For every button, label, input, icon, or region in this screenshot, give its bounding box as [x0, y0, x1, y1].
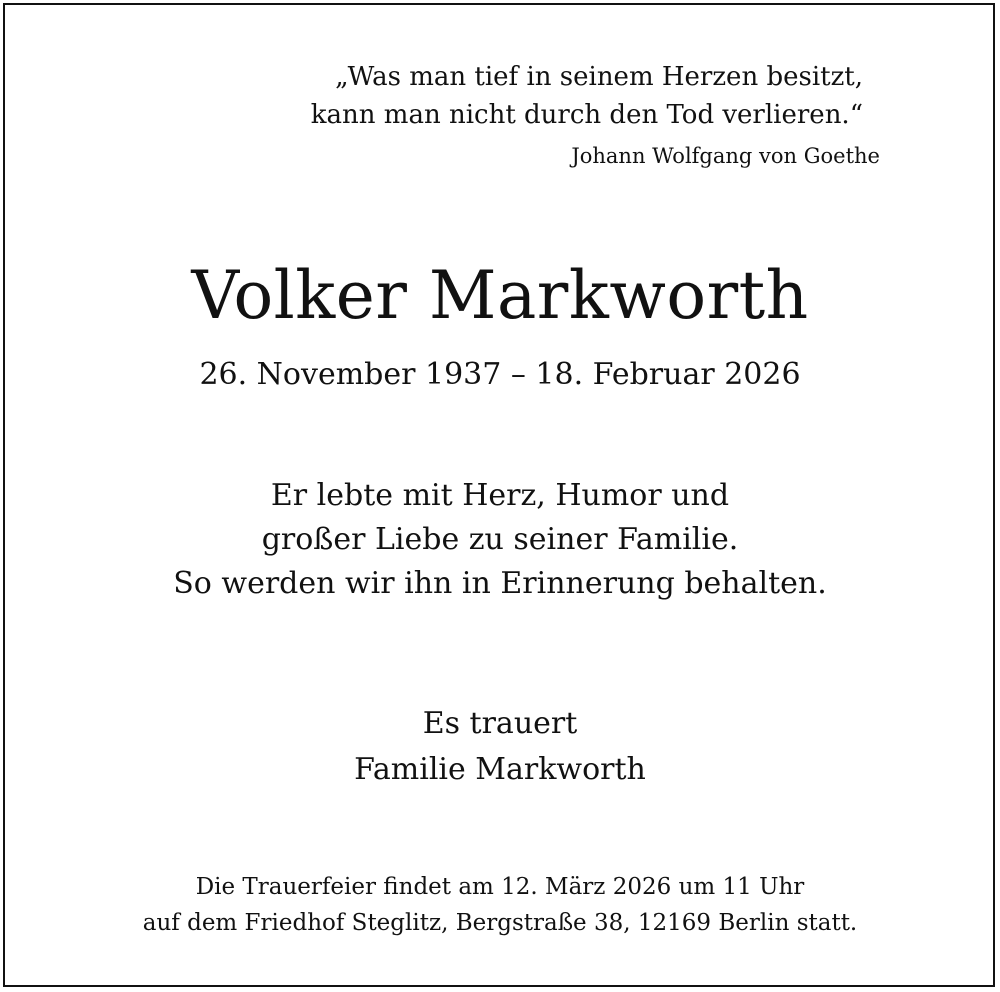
- mourners-family: Familie Markworth: [354, 752, 646, 787]
- ceremony-line: Die Trauerfeier findet am 12. März 2026 um 11 Uhr: [195, 874, 805, 900]
- tribute-line: Er lebte mit Herz, Humor und: [270, 478, 730, 513]
- ceremony-line: auf dem Friedhof Steglitz, Bergstraße 38, 12169 Berlin statt.: [142, 910, 858, 936]
- mourners: [0, 701, 1000, 793]
- ceremony-info: [0, 869, 1000, 941]
- tribute-line: großer Liebe zu seiner Familie.: [261, 522, 739, 557]
- life-dates: 26. November 1937 – 18. Februar 2026: [199, 357, 801, 392]
- quote-line: „Was man tief in seinem Herzen besitzt,: [335, 62, 863, 92]
- tribute-text: [0, 474, 1000, 606]
- quote-line: kann man nicht durch den Tod verlieren.“: [310, 100, 863, 130]
- quote-author: Johann Wolfgang von Goethe: [571, 144, 880, 168]
- mourners-intro: Es trauert: [422, 706, 578, 741]
- deceased-name: Volker Markworth: [191, 257, 809, 334]
- tribute-line: So werden wir ihn in Erinnerung behalten.: [173, 566, 827, 601]
- quote: [311, 58, 863, 134]
